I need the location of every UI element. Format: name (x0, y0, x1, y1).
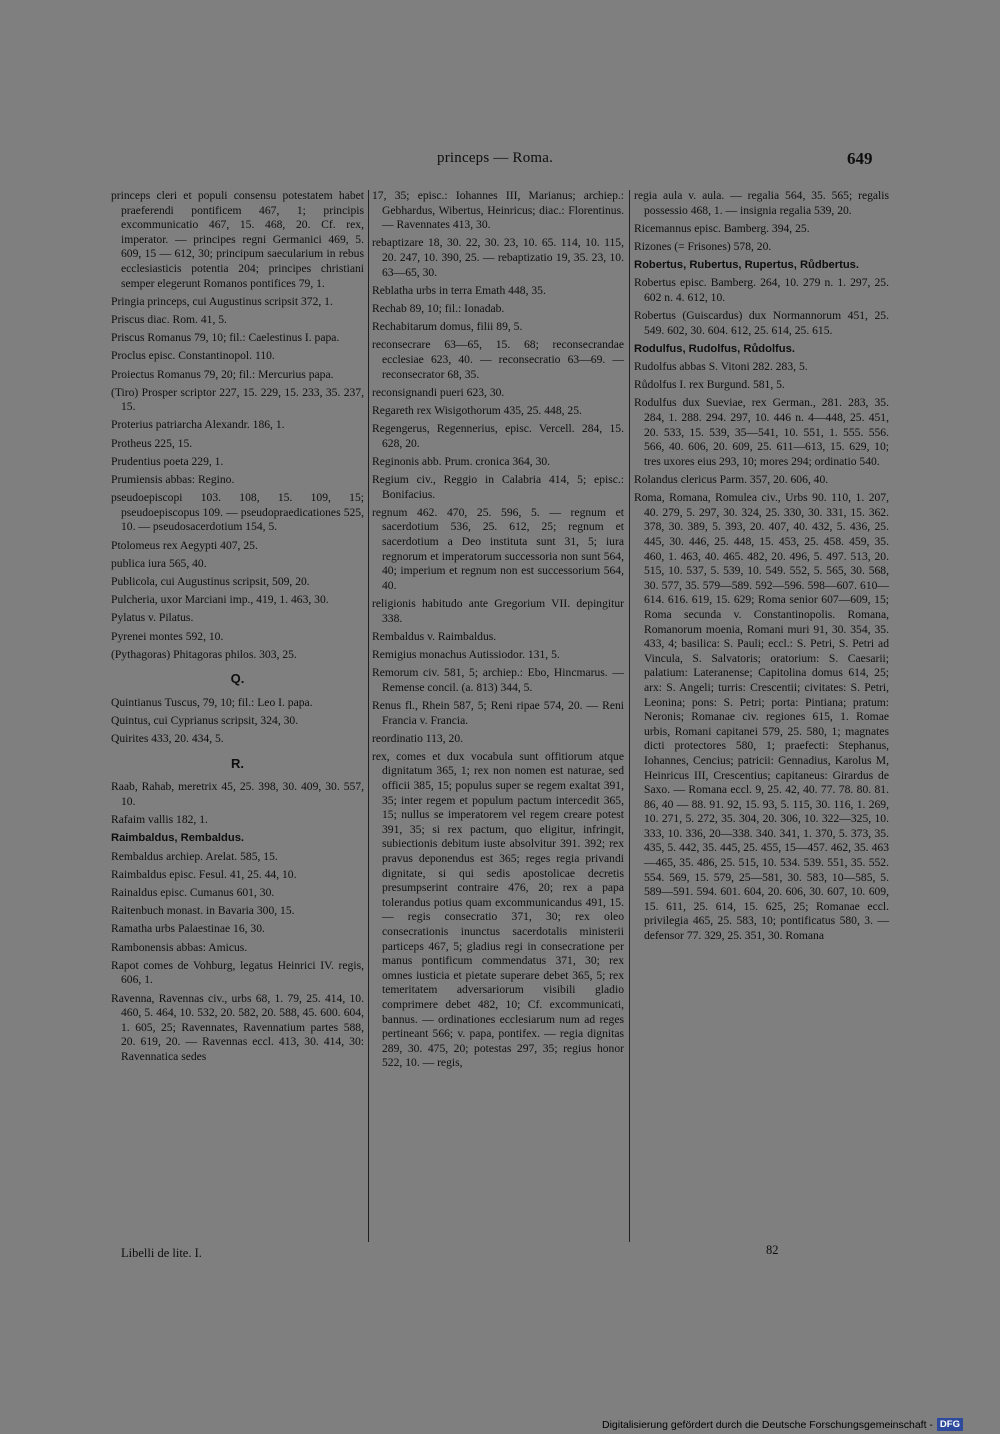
index-entry: Ptolomeus rex Aegypti 407, 25. (111, 538, 258, 552)
index-entry: regia aula v. aula. — regalia 564, 35. 565; regalis possessio 468, 1. — insignia regalia 539, 20. (634, 189, 889, 217)
index-entry: pseudoepiscopi 103. 108, 15. 109, 15; pseudoepiscopus 109. — pseudopraedicationes 525, 10. — pseudosacerdotium 154, 5. (111, 491, 364, 534)
index-entry: Ramatha urbs Palaestinae 16, 30. (111, 922, 265, 936)
index-entry: Ricemannus episc. Bamberg. 394, 25. (634, 221, 810, 235)
dfg-credit-text: Digitalisierung gefördert durch die Deutsche Forschungsgemeinschaft - (602, 1418, 933, 1431)
index-entry: Regareth rex Wisigothorum 435, 25. 448, 25. (372, 403, 582, 417)
index-group-heading: Rodulfus, Rudolfus, Růdolfus. (634, 342, 795, 355)
index-entry: Rechabitarum domus, filii 89, 5. (372, 320, 523, 334)
index-entry: reordinatio 113, 20. (372, 731, 464, 745)
index-column-1 (111, 189, 364, 1068)
index-entry: Reginonis abb. Prum. cronica 364, 30. (372, 454, 551, 468)
index-entry: reconsignandi pueri 623, 30. (372, 385, 505, 399)
index-entry: Prudentius poeta 229, 1. (111, 454, 224, 468)
index-entry: Pyrenei montes 592, 10. (111, 629, 224, 643)
index-entry: Reblatha urbs in terra Emath 448, 35. (372, 283, 546, 297)
index-entry: Regium civ., Reggio in Calabria 414, 5; episc.: Bonifacius. (372, 473, 624, 501)
index-entry: Quintus, cui Cyprianus scripsit, 324, 30. (111, 714, 299, 728)
index-entry: Remigius monachus Autissiodor. 131, 5. (372, 647, 560, 661)
index-entry: Rembaldus v. Raimbaldus. (372, 629, 497, 643)
letter-heading: R. (231, 755, 244, 771)
index-entry: Quintianus Tuscus, 79, 10; fil.: Leo I. papa. (111, 695, 313, 709)
dfg-logo-icon: DFG (937, 1418, 963, 1431)
dfg-credit (602, 1418, 963, 1431)
index-entry: Proiectus Romanus 79, 20; fil.: Mercurius papa. (111, 367, 334, 381)
index-entry: Protheus 225, 15. (111, 436, 193, 450)
index-entry: publica iura 565, 40. (111, 556, 207, 570)
index-entry: Rainaldus episc. Cumanus 601, 30. (111, 886, 275, 899)
index-entry: Priscus diac. Rom. 41, 5. (111, 312, 227, 326)
index-entry: Remorum civ. 581, 5; archiep.: Ebo, Hincmarus. — Remense concil. (a. 813) 344, 5. (372, 666, 624, 694)
page-number: 649 (847, 149, 873, 168)
index-entry: rebaptizare 18, 30. 22, 30. 23, 10. 65. 114, 10. 115, 20. 247, 10. 390, 25. — rebaptizatio 19, 35. 23, 10. 63—65, 30. (372, 236, 624, 279)
index-entry: Proclus episc. Constantinopol. 110. (111, 349, 275, 363)
footer-signature: 82 (766, 1243, 779, 1257)
index-entry: Rechab 89, 10; fil.: Ionadab. (372, 301, 505, 315)
index-entry: Pulcheria, uxor Marciani imp., 419, 1. 463, 30. (111, 593, 329, 607)
index-column-3 (634, 189, 889, 947)
index-entry: Rembaldus archiep. Arelat. 585, 15. (111, 849, 278, 863)
index-entry: Publicola, cui Augustinus scripsit, 509, 20. (111, 574, 310, 588)
index-entry: (Tiro) Prosper scriptor 227, 15. 229, 15. 233, 35. 237, 15. (111, 385, 364, 414)
index-entry: Pringia princeps, cui Augustinus scripsit 372, 1. (111, 294, 333, 308)
index-entry: Rudolfus abbas S. Vitoni 282. 283, 5. (634, 360, 808, 374)
index-entry: Pylatus v. Pilatus. (111, 611, 194, 625)
index-entry: Rapot comes de Vohburg, legatus Heinrici IV. regis, 606, 1. (111, 958, 364, 987)
index-entry: Quirites 433, 20. 434, 5. (111, 732, 224, 746)
index-entry: Prumiensis abbas: Regino. (111, 473, 235, 487)
index-group-heading: Raimbaldus, Rembaldus. (111, 832, 245, 845)
index-entry: Proterius patriarcha Alexandr. 186, 1. (111, 418, 285, 432)
index-entry: 17, 35; episc.: Iohannes III, Marianus; archiep.: Gebhardus, Wibertus, Heinricus; diac.: Florentinus. — Ravennates 413, 30. (372, 189, 624, 232)
running-title: princeps — Roma. (437, 150, 554, 166)
index-entry: Robertus (Guiscardus) dux Normannorum 451, 25. 549. 602, 30. 604. 612, 25. 614, 25. 615. (634, 309, 889, 337)
index-entry: Rodulfus dux Sueviae, rex German., 281. 283, 35. 284, 1. 288. 294. 297, 10. 446 n. 4—448, 25. 451, 20. 533, 15. 539, 35—541, 10. 551, 1. 555. 556. 566, 40. 606, 20. 609, 25. 611—613, 15. 629, 10; tres uxores eius 293, 10; mores 294; ordinatio 540. (634, 396, 889, 468)
index-entry: rex, comes et dux vocabula sunt offitiorum atque dignitatum 365, 1; rex non nomen est naturae, sed officii 385, 15; populus super se regem exaltat 391, 35; inter regem et populum pactum intercedit 365, 15; nullus se imperatorem vel regem creare potest 391, 35; si rex pactum, quo eligitur, infringit, subiectionis debitum iuste absolvitur 391. 392; rex pravus deponendus est 365; reges regia privandi dignitate, si qui sedis apostolicae decretis presumpserint contraire 476, 20; rex a papa tolerandus potius quam excommunicandus 491, 15. — regis consecratio 371, 30; rex oleo consecrationis inunctus sacerdotalis ministerii particeps 467, 5; gladius regi in consecratione per manus pontificum commendatus 371, 30; rex omnes iusticia et pietate superare debet 365, 5; rex temeritatem adversariorum visibili gladio comprimere debet 482, 10; Cf. excommunicati, bannus. — ordinationes ecclesiarum num ad reges pertineant 566; v. papa, pontifex. — regia dignitas 289, 30. 475, 20; potestas 297, 35; regius honor 522, 10. — regis, (372, 749, 624, 1070)
index-entry: religionis habitudo ante Gregorium VII. depingitur 338. (372, 596, 624, 625)
index-entry: Renus fl., Rhein 587, 5; Reni ripae 574, 20. — Reni Francia v. Francia. (372, 698, 624, 727)
index-group-heading: Robertus, Rubertus, Rupertus, Růdbertus. (634, 259, 860, 272)
index-entry: Roma, Romana, Romulea civ., Urbs 90. 110, 1. 207, 40. 279, 5. 297, 30. 324, 25. 330, 30. 331, 15. 362. 378, 30. 389, 5. 393, 20. 407, 40. 432, 5. 436, 25. 445, 30. 446, 25. 448, 15. 453, 25. 458. 459, 35. 460, 1. 463, 40. 465. 482, 20. 496, 5. 497. 513, 20. 515, 10. 537, 5. 539, 10. 549. 552, 5. 565, 30. 568, 30. 577, 35. 579—589. 592—596. 598—607. 610—614. 616. 619, 15. 629; Roma senior 607—609, 15; Roma secunda v. Constantinopolis. Romana, Romanorum moenia, Romani muri 91, 30. 354, 35. 433, 4; basilica: S. Pauli; eccl.: S. Petri, S. Petri ad Vincula, S. Salvatoris; oratorium: S. Caesarii; palatium: Lateranense; Capitolina domus 614, 25; arx: S. Angeli; turris: Crescentii; civitates: S. Petri, Leonina; pons: S. Petri; porta: Pintiana; pratum: Neronis; Romanae civ. regiones 615, 1. Romae urbis, Romani capitanei 579, 25. 580, 1; magnates dicti protectores 580, 1; praefecti: Stephanus, Iohannes, Cencius; patricii: Gennadius, Karolus M, Heinricus III, Crescentius; capitaneus: Girardus de Saxo. — Romana eccl. 9, 25. 42, 40. 77. 78. 80. 81. 86, 40 — 88. 91. 92, 15. 93, 5. 115, 30. 116, 1. 269, 10. 271, 5. 272, 35. 304, 20. 306, 10. 322—325, 10. 333, 10. 336, 20—338. 340. 341, 1. 370, 5. 373, 35. 435, 5. 442, 35. 445, 25. 455, 15—457. 462, 35. 463—465, 35. 486, 25. 515, 10. 534. 539. 551, 35. 552. 554. 569, 15. 579, 25—581, 30. 583, 10—585, 5. 589—591. 594. 601. 604, 20. 606, 30. 607, 10. 609, 15. 611, 25. 614, 15. 625, 25; Romanae eccl. privilegia 465, 25. 583, 10; pontificatus 580, 3. — defensor 77. 329, 25. 351, 30. Romana (634, 491, 889, 943)
index-entry: Robertus episc. Bamberg. 264, 10. 279 n. 1. 297, 25. 602 n. 4. 612, 10. (634, 276, 889, 304)
index-entry: Rambonensis abbas: Amicus. (111, 940, 248, 954)
column-rule-1 (368, 190, 369, 1242)
footer-title: Libelli de lite. I. (121, 1246, 202, 1260)
index-entry: Růdolfus I. rex Burgund. 581, 5. (634, 378, 785, 392)
index-entry: (Pythagoras) Phitagoras philos. 303, 25. (111, 647, 297, 661)
index-entry: princeps cleri et populi consensu potestatem habet praeferendi pontificem 467, 1; principis excommunicatio 467, 15. 468, 20. Cf. rex, imperator. — principes regni Germanici 469, 5. 609, 15 — 612, 30; principum saecularium in rebus ecclesiasticis potentia 204; principes christiani semper elegerunt Romanos pontifices 79, 1. (111, 189, 364, 290)
index-entry: Raitenbuch monast. in Bavaria 300, 15. (111, 904, 295, 918)
column-rule-2 (629, 190, 630, 1242)
index-entry: Raab, Rahab, meretrix 45, 25. 398, 30. 409, 30. 557, 10. (111, 780, 364, 809)
index-entry: Priscus Romanus 79, 10; fil.: Caelestinus I. papa. (111, 331, 340, 345)
index-entry: Raimbaldus episc. Fesul. 41, 25. 44, 10. (111, 867, 297, 881)
letter-heading: Q. (230, 671, 245, 687)
index-entry: reconsecrare 63—65, 15. 68; reconsecrandae ecclesiae 623, 40. — reconsecratio 63—69. — reconsecrator 68, 35. (372, 338, 624, 381)
index-entry: Ravenna, Ravennas civ., urbs 68, 1. 79, 25. 414, 10. 460, 5. 464, 10. 532, 20. 582, 20. 588, 45. 600. 604, 1. 605, 25; Ravennates, Ravennatium partes 588, 20. 619, 20. — Ravennas eccl. 413, 30. 414, 30: Ravennatica sedes (111, 991, 364, 1063)
index-entry: Rafaim vallis 182, 1. (111, 813, 208, 827)
index-entry: Regengerus, Regennerius, episc. Vercell. 284, 15. 628, 20. (372, 422, 624, 450)
index-entry: regnum 462. 470, 25. 596, 5. — regnum et sacerdotium 536, 25. 612, 25; regnum et sacerdotium a Deo instituta sunt 31, 5; iura regnorum et imperatorum successoria non sunt 564, 40; imperium et regnum non est successorium 564, 40. (372, 505, 624, 592)
index-entry: Rizones (= Frisones) 578, 20. (634, 239, 772, 253)
index-column-2 (372, 189, 624, 1075)
index-entry: Rolandus clericus Parm. 357, 20. 606, 40. (634, 473, 829, 487)
